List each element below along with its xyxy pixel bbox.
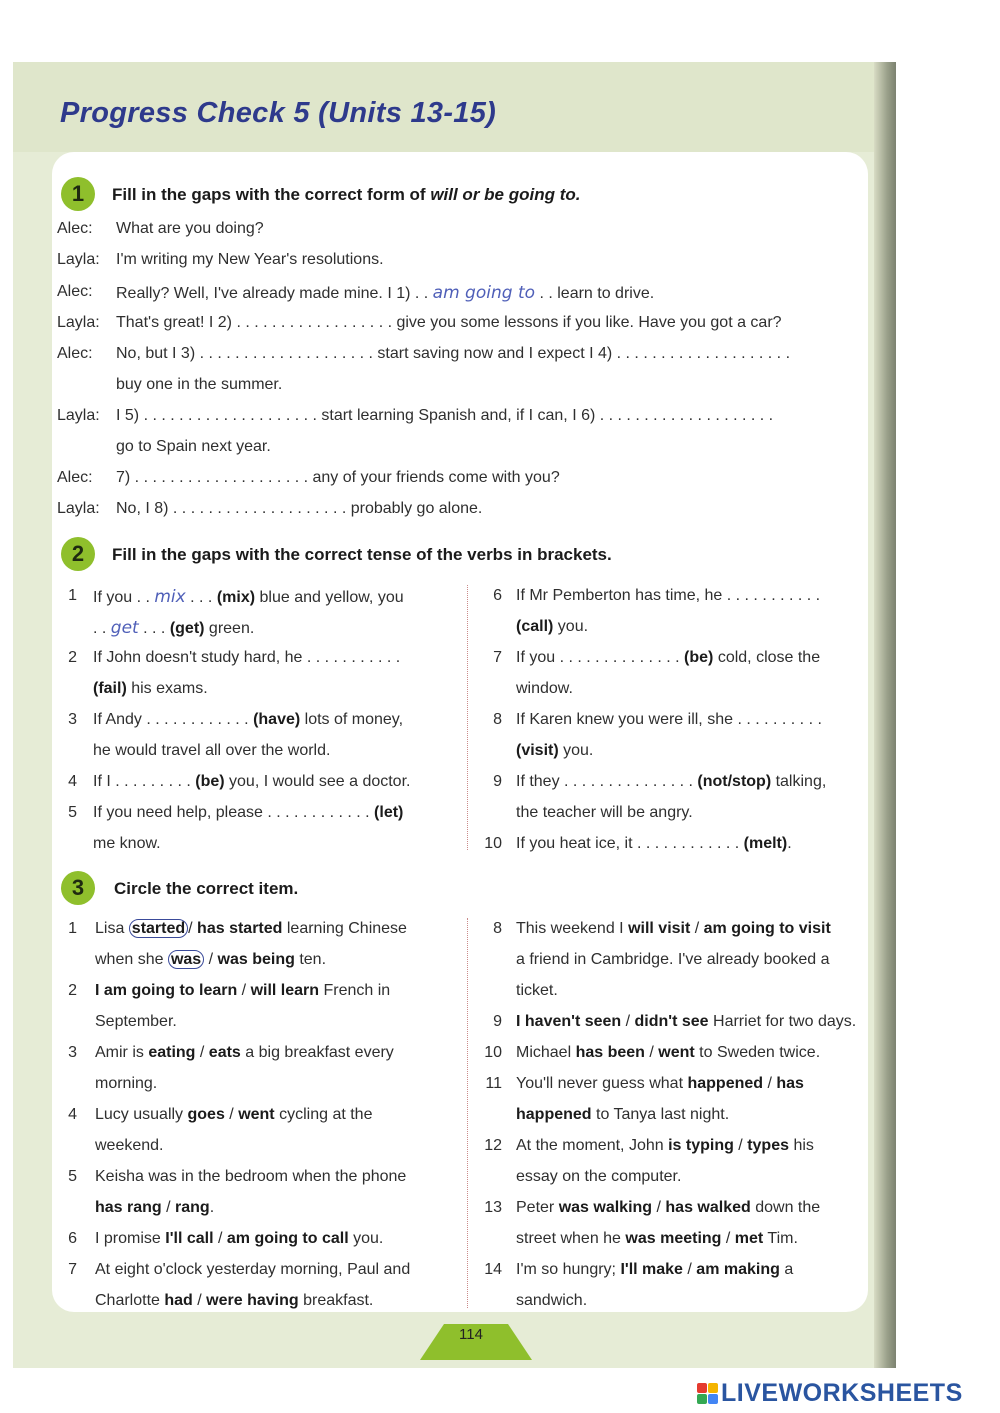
item-number: 9 <box>493 1013 502 1030</box>
line-text: Peter <box>516 1199 559 1216</box>
item-number: 4 <box>68 773 77 790</box>
circled-answer: was <box>168 950 204 969</box>
item-number: 13 <box>484 1199 502 1216</box>
section-1-heading-emphasis: will or be going to. <box>430 185 581 204</box>
exercise-line <box>516 804 693 822</box>
logo-square-yellow <box>708 1383 718 1393</box>
column-divider <box>467 585 468 850</box>
item-number: 7 <box>68 1261 77 1278</box>
exercise-line <box>93 742 330 760</box>
option-word: didn't see <box>634 1013 709 1030</box>
item-number: 6 <box>68 1230 77 1247</box>
option-word: was being <box>217 951 295 968</box>
exercise-line <box>93 835 161 853</box>
line-text: If Andy . . . . . . . . . . . . <box>93 711 254 728</box>
verb-prompt: (not/stop) <box>697 773 772 790</box>
dialogue-text: 7) . . . . . . . . . . . . . . . . . . . . any of your friends come with you? <box>116 469 560 486</box>
line-text: / <box>237 982 251 999</box>
line-text: / <box>188 920 198 937</box>
exercise-line <box>93 680 208 698</box>
dialogue-line <box>116 345 790 363</box>
speaker-label: Layla: <box>57 314 100 331</box>
handwritten-answer: am going to <box>432 283 536 303</box>
line-text: / <box>195 1044 209 1061</box>
dialogue-text: I 5) . . . . . . . . . . . . . . . . . . . . start learning Spanish and, if I can, I 6) . . . . . . . . . . . . . . . . . . . . <box>116 407 774 424</box>
exercise-line <box>95 1075 157 1093</box>
exercise-line <box>95 951 326 969</box>
line-text: / <box>763 1075 777 1092</box>
dialogue-text: Really? Well, I've already made mine. I 1) . . <box>116 285 433 302</box>
line-text: / <box>644 1044 659 1061</box>
line-text: / <box>721 1230 735 1247</box>
option-word: eating <box>148 1044 196 1061</box>
exercise-line <box>516 618 588 636</box>
exercise-line <box>516 711 822 729</box>
line-text: If John doesn't study hard, he . . . . . . . . . . . <box>93 649 401 666</box>
exercise-line <box>516 951 829 969</box>
option-word: has rang <box>95 1199 162 1216</box>
verb-prompt: (be) <box>195 773 225 790</box>
exercise-line <box>516 1230 798 1248</box>
line-text: cold, close the <box>713 649 821 666</box>
line-text: learning Chinese <box>282 920 407 937</box>
exercise-line <box>95 920 407 938</box>
line-text: / <box>690 920 704 937</box>
line-text: morning. <box>95 1075 158 1092</box>
line-text: sandwich. <box>516 1292 588 1309</box>
option-word: I haven't seen <box>516 1013 622 1030</box>
line-text: If they . . . . . . . . . . . . . . . <box>516 773 698 790</box>
option-word: has <box>776 1075 804 1092</box>
option-word: I'll make <box>620 1261 683 1278</box>
item-number: 10 <box>484 1044 502 1061</box>
exercise-line <box>95 1230 383 1248</box>
line-text: I'm so hungry; <box>516 1261 621 1278</box>
exercise-line <box>516 920 831 938</box>
page-edge-shadow <box>874 62 896 1368</box>
line-text: a big breakfast every <box>240 1044 394 1061</box>
item-number: 2 <box>68 982 77 999</box>
exercise-line <box>93 649 400 667</box>
logo-square-green <box>697 1394 707 1404</box>
verb-prompt: (get) <box>169 620 205 637</box>
line-text: Keisha was in the bedroom when the phone <box>95 1168 407 1185</box>
column-divider <box>467 918 468 1308</box>
line-text: his <box>789 1137 814 1154</box>
line-text: September. <box>95 1013 177 1030</box>
dialogue-text: No, but I 3) . . . . . . . . . . . . . . . . . . . . start saving now and I expect I 4) . . . . . . . . . . . . . . . . . . . . <box>116 345 791 362</box>
verb-prompt: (mix) <box>216 589 256 606</box>
exercise-line <box>93 618 254 638</box>
exercise-line <box>93 587 404 607</box>
item-number: 3 <box>68 711 77 728</box>
exercise-line <box>95 1168 406 1186</box>
line-text: / <box>161 1199 176 1216</box>
option-word: will learn <box>250 982 320 999</box>
line-text: essay on the computer. <box>516 1168 682 1185</box>
section-3-number: 3 <box>61 871 95 905</box>
option-word: rang <box>175 1199 210 1216</box>
option-word: am going to visit <box>703 920 831 937</box>
line-text: Amir is <box>95 1044 149 1061</box>
item-number: 7 <box>493 649 502 666</box>
exercise-line <box>516 1137 814 1155</box>
line-text: Michael <box>516 1044 576 1061</box>
line-text: the teacher will be angry. <box>516 804 693 821</box>
exercise-line <box>516 1044 820 1062</box>
line-text: If Mr Pemberton has time, he . . . . . . . . . . . <box>516 587 821 604</box>
verb-prompt: (be) <box>684 649 714 666</box>
line-text: If I . . . . . . . . . <box>93 773 196 790</box>
line-text: cycling at the <box>274 1106 373 1123</box>
item-number: 5 <box>68 804 77 821</box>
option-word: was walking <box>558 1199 653 1216</box>
line-text: / <box>213 1230 227 1247</box>
item-number: 1 <box>68 920 77 937</box>
line-text: you. <box>553 618 589 635</box>
item-number: 11 <box>485 1075 502 1092</box>
dialogue-line <box>116 438 271 456</box>
line-text: weekend. <box>95 1137 164 1154</box>
line-text: to Sweden twice. <box>694 1044 821 1061</box>
verb-prompt: (visit) <box>516 742 559 759</box>
speaker-label: Layla: <box>57 500 100 517</box>
item-number: 14 <box>484 1261 502 1278</box>
exercise-line <box>516 773 826 791</box>
option-word: happened <box>687 1075 764 1092</box>
option-word: am going to call <box>226 1230 349 1247</box>
exercise-line <box>95 1106 372 1124</box>
line-text: Lisa <box>95 920 129 937</box>
option-word: types <box>747 1137 789 1154</box>
section-1-heading-text: Fill in the gaps with the correct form of <box>112 185 431 204</box>
option-word: I'll call <box>165 1230 214 1247</box>
item-number: 9 <box>493 773 502 790</box>
dialogue-line <box>116 500 482 518</box>
line-text: a friend in Cambridge. I've already booked a <box>516 951 830 968</box>
line-text: you, I would see a doctor. <box>224 773 411 790</box>
exercise-line <box>95 982 390 1000</box>
verb-prompt: (call) <box>516 618 554 635</box>
line-text: talking, <box>771 773 827 790</box>
exercise-line <box>95 1013 177 1031</box>
option-word: is typing <box>668 1137 734 1154</box>
page-title: Progress Check 5 (Units 13-15) <box>60 97 497 129</box>
exercise-line <box>516 742 593 760</box>
line-text: / <box>621 1013 635 1030</box>
option-word: went <box>238 1106 275 1123</box>
exercise-line <box>516 1199 820 1217</box>
exercise-line <box>516 1106 729 1124</box>
option-word: went <box>658 1044 695 1061</box>
line-text: window. <box>516 680 573 697</box>
item-number: 2 <box>68 649 77 666</box>
speaker-label: Alec: <box>57 345 93 362</box>
dialogue-line <box>116 376 282 394</box>
line-text: me know. <box>93 835 161 852</box>
option-word: goes <box>187 1106 225 1123</box>
section-1-heading <box>112 185 580 205</box>
exercise-line <box>516 1168 681 1186</box>
verb-prompt: (let) <box>374 804 404 821</box>
logo-square-blue <box>708 1394 718 1404</box>
handwritten-answer: get <box>110 618 139 638</box>
option-word: were having <box>206 1292 299 1309</box>
option-word: had <box>164 1292 193 1309</box>
item-number: 4 <box>68 1106 77 1123</box>
line-text: when she <box>95 951 168 968</box>
item-number: 12 <box>484 1137 502 1154</box>
exercise-line <box>516 649 820 667</box>
dialogue-text: . . learn to drive. <box>535 285 655 302</box>
line-text: ten. <box>294 951 327 968</box>
dialogue-text: That's great! I 2) . . . . . . . . . . . . . . . . . . give you some lessons if you like. Have you got a car? <box>116 314 782 331</box>
speaker-label: Alec: <box>57 220 93 237</box>
exercise-line <box>516 982 558 1000</box>
option-word: will visit <box>628 920 691 937</box>
option-word: am making <box>696 1261 780 1278</box>
exercise-line <box>516 1075 804 1093</box>
option-word: eats <box>208 1044 241 1061</box>
dialogue-text: I'm writing my New Year's resolutions. <box>116 251 384 268</box>
line-text: You'll never guess what <box>516 1075 688 1092</box>
dialogue-line <box>116 314 782 332</box>
line-text: to Tanya last night. <box>591 1106 730 1123</box>
exercise-line <box>516 1292 587 1310</box>
line-text: / <box>224 1106 239 1123</box>
option-word: happened <box>516 1106 592 1123</box>
line-text: he would travel all over the world. <box>93 742 331 759</box>
option-word: has walked <box>665 1199 751 1216</box>
line-text: . . <box>93 620 111 637</box>
exercise-line <box>93 711 403 729</box>
line-text: . <box>209 1199 215 1216</box>
line-text: / <box>682 1261 697 1278</box>
exercise-line <box>93 773 410 791</box>
line-text: Charlotte <box>95 1292 165 1309</box>
page-number: 114 <box>459 1326 483 1343</box>
line-text: down the <box>750 1199 821 1216</box>
line-text: / <box>733 1137 748 1154</box>
exercise-line <box>516 835 792 853</box>
line-text: If Karen knew you were ill, she . . . . . . . . . . <box>516 711 822 728</box>
dialogue-text: go to Spain next year. <box>116 438 271 455</box>
option-word: I am going to learn <box>95 982 238 999</box>
item-number: 8 <box>493 711 502 728</box>
exercise-line <box>516 680 573 698</box>
option-word: met <box>734 1230 764 1247</box>
exercise-line <box>95 1199 214 1217</box>
logo-text: LIVEWORKSHEETS <box>721 1378 963 1407</box>
line-text: breakfast. <box>298 1292 374 1309</box>
handwritten-answer: mix <box>154 587 186 607</box>
item-number: 10 <box>484 835 502 852</box>
verb-prompt: (fail) <box>93 680 127 697</box>
line-text: street when he <box>516 1230 626 1247</box>
exercise-line <box>516 1013 856 1031</box>
line-text: If you . . . . . . . . . . . . . . <box>516 649 685 666</box>
line-text: you. <box>558 742 594 759</box>
exercise-line <box>95 1044 394 1062</box>
section-1-number: 1 <box>61 177 95 211</box>
circled-answer: started <box>129 919 188 938</box>
item-number: 6 <box>493 587 502 604</box>
logo-square-red <box>697 1383 707 1393</box>
line-text: blue and yellow, you <box>255 589 404 606</box>
line-text: If you need help, please . . . . . . . . . . . . <box>93 804 375 821</box>
line-text: If you heat ice, it . . . . . . . . . . . . <box>516 835 744 852</box>
line-text: . . . <box>185 589 217 606</box>
line-text: lots of money, <box>300 711 404 728</box>
speaker-label: Layla: <box>57 251 100 268</box>
section-2-heading: Fill in the gaps with the correct tense of the verbs in brackets. <box>112 545 612 564</box>
line-text: At eight o'clock yesterday morning, Paul and <box>95 1261 411 1278</box>
line-text: If you . . <box>93 589 155 606</box>
speaker-label: Alec: <box>57 283 93 300</box>
speaker-label: Layla: <box>57 407 100 424</box>
item-number: 8 <box>493 920 502 937</box>
option-word: has been <box>575 1044 645 1061</box>
line-text: / <box>192 1292 207 1309</box>
line-text: a <box>779 1261 794 1278</box>
dialogue-line <box>116 283 654 303</box>
line-text: Tim. <box>763 1230 798 1247</box>
line-text: . . . <box>138 620 170 637</box>
line-text: green. <box>204 620 255 637</box>
exercise-line <box>516 587 820 605</box>
item-number: 5 <box>68 1168 77 1185</box>
dialogue-line <box>116 220 264 238</box>
exercise-line <box>95 1292 373 1310</box>
speaker-label: Alec: <box>57 469 93 486</box>
line-text: ticket. <box>516 982 558 999</box>
line-text: / <box>204 951 218 968</box>
dialogue-text: No, I 8) . . . . . . . . . . . . . . . . . . . . probably go alone. <box>116 500 483 517</box>
item-number: 1 <box>68 587 77 604</box>
section-3-heading: Circle the correct item. <box>114 879 299 898</box>
line-text: you. <box>348 1230 384 1247</box>
dialogue-line <box>116 469 560 487</box>
exercise-line <box>95 1137 164 1155</box>
verb-prompt: (have) <box>253 711 301 728</box>
line-text: At the moment, John <box>516 1137 669 1154</box>
exercise-line <box>93 804 403 822</box>
line-text: / <box>652 1199 666 1216</box>
line-text: . <box>787 835 792 852</box>
line-text: I promise <box>95 1230 166 1247</box>
line-text: his exams. <box>126 680 208 697</box>
line-text: French in <box>319 982 391 999</box>
dialogue-line <box>116 407 773 425</box>
line-text: Harriet for two days. <box>708 1013 857 1030</box>
exercise-line <box>95 1261 410 1279</box>
item-number: 3 <box>68 1044 77 1061</box>
verb-prompt: (melt) <box>743 835 788 852</box>
option-word: was meeting <box>625 1230 722 1247</box>
exercise-line <box>516 1261 793 1279</box>
line-text: Lucy usually <box>95 1106 188 1123</box>
line-text: This weekend I <box>516 920 629 937</box>
liveworksheets-logo[interactable] <box>697 1380 963 1406</box>
logo-icon <box>697 1383 718 1404</box>
option-word: has started <box>197 920 283 937</box>
dialogue-line <box>116 251 384 269</box>
dialogue-text: buy one in the summer. <box>116 376 283 393</box>
section-2-number: 2 <box>61 537 95 571</box>
dialogue-text: What are you doing? <box>116 220 264 237</box>
